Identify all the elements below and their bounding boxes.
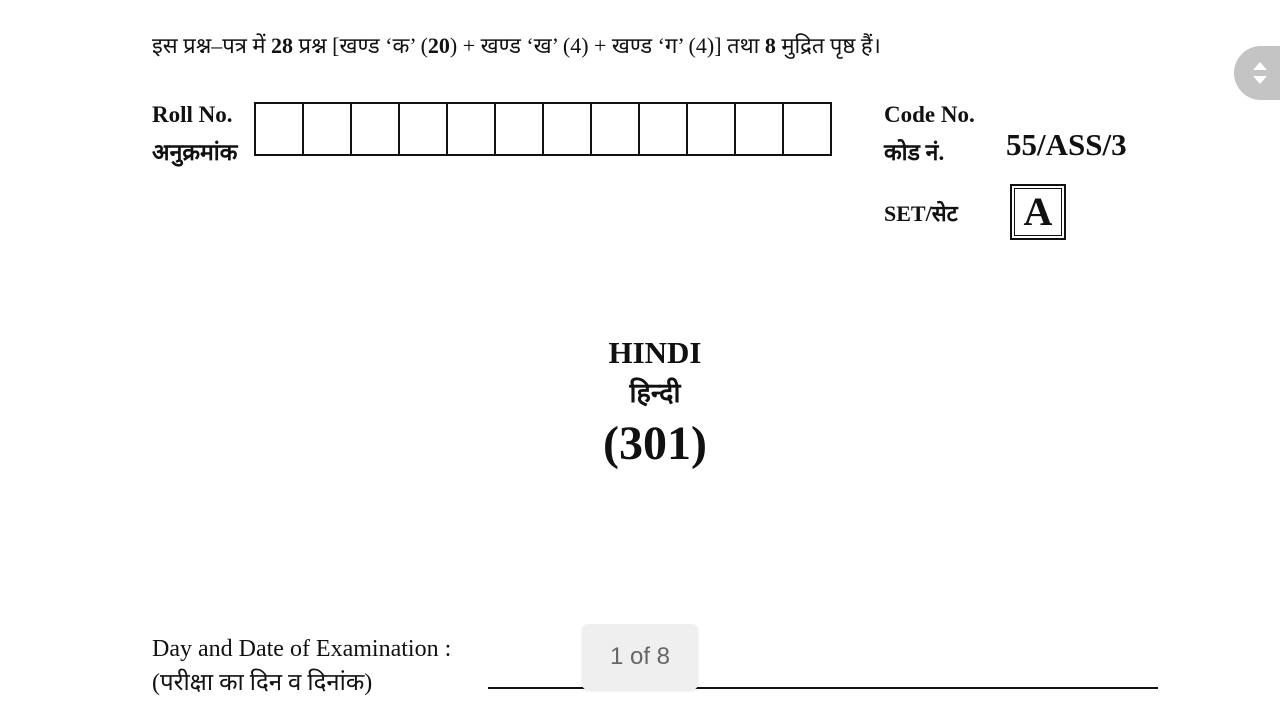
page-count: 8 (764, 33, 776, 58)
roll-number-box (542, 102, 592, 156)
roll-number-box (782, 102, 832, 156)
exam-date-label (152, 632, 451, 700)
code-label-en: Code No. (884, 102, 975, 127)
roll-number-box (686, 102, 736, 156)
info-text-2: प्रश्न [खण्ड ‘क’ ( (293, 33, 428, 58)
exam-date-label-en: Day and Date of Examination : (152, 636, 452, 662)
question-paper-info (152, 30, 881, 60)
info-text-1: इस प्रश्न–पत्र में (152, 33, 272, 58)
code-label-hi: कोड नं. (884, 140, 945, 165)
scroll-handle[interactable] (1234, 46, 1280, 100)
set-label: SET/सेट (884, 201, 958, 226)
roll-number-box (446, 102, 496, 156)
roll-number-box (638, 102, 688, 156)
subject-name-en: HINDI (608, 335, 702, 370)
roll-number-box (350, 102, 400, 156)
code-number-label (884, 96, 975, 172)
exam-date-label-hi: (परीक्षा का दिन व दिनांक) (152, 670, 373, 696)
info-text-4: मुद्रित पृष्ठ हैं। (775, 33, 881, 58)
roll-number-box (398, 102, 448, 156)
roll-number-box (302, 102, 352, 156)
page-indicator: 1 of 8 (582, 624, 698, 690)
roll-label-hi: अनुक्रमांक (152, 140, 238, 165)
subject-name-hi: हिन्दी (629, 378, 681, 408)
roll-number-box (590, 102, 640, 156)
roll-number-box (494, 102, 544, 156)
up-down-arrows-icon (1250, 59, 1270, 87)
set-value: A (1010, 184, 1066, 240)
roll-label-en: Roll No. (152, 102, 233, 127)
total-questions: 28 (271, 33, 294, 58)
roll-number-boxes (256, 102, 832, 156)
roll-number-box (734, 102, 784, 156)
subject-code: (301) (603, 417, 707, 470)
roll-number-label (152, 96, 237, 172)
subject-title-block (0, 333, 1280, 475)
info-text-3: ) + खण्ड ‘ख’ (4) + खण्ड ‘ग’ (4)] तथा (449, 33, 765, 58)
roll-number-box (254, 102, 304, 156)
code-number-value: 55/ASS/3 (1006, 127, 1127, 162)
section-a-count: 20 (427, 33, 450, 58)
